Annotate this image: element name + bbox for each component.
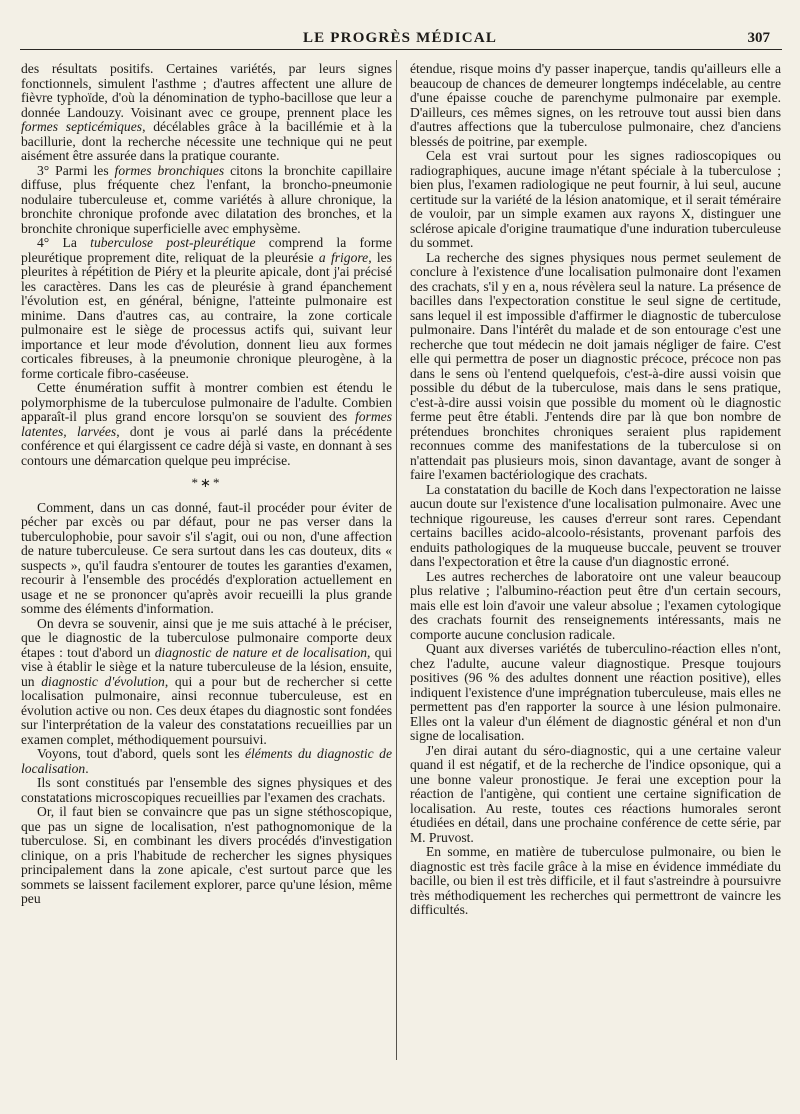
- running-title: LE PROGRÈS MÉDICAL: [302, 30, 498, 46]
- paragraph: Cela est vrai surtout pour les signes radioscopiques ou radiographiques, aucune image n'étant spéciale à la tuberculose ; bien plus, l'examen radiologique ne peut fournir, à lui seul, aucune certitude sur la variété de la lésion anatomique, et il serait téméraire de vouloir, par un simple examen aux rayons X, distinguer une sclérose apicale d'origine traumatique d'une induration tuberculeuse du sommet.: [410, 148, 781, 250]
- paragraph: Or, il faut bien se convaincre que pas un signe stéthoscopique, que pas un signe de localisation, n'est pathognomonique de la tuberculose. Si, en combinant les divers procédés d'investigation clinique, on a pris l'habitude de rechercher les signes physiques principalement dans la zone apicale, c'est surtout parce que les sommets se laissent facilement explorer, parce qu'une lésion, même peu: [21, 804, 392, 906]
- paragraph: 3° Parmi les formes bronchiques citons la bronchite capillaire diffuse, plus fréquente chez l'enfant, la broncho-pneumonie nodulaire tuberculeuse et, comme variétés à allure chronique, la bronchite chronique profonde avec dilatation des bronches, et la bronchite chronique superficielle avec emphysème.: [21, 162, 393, 236]
- paragraph: La recherche des signes physiques nous permet seulement de conclure à l'existence d'une localisation pulmonaire dont l'examen des crachats, s'il y en a, nous révèlera seul la nature. La présence de bacilles dans l'expectoration constitue le seul signe de certitude, sans lequel il est impossible d'affirmer le diagnostic de tuberculose pulmonaire. Dans l'intérêt du malade et de son entourage c'est une recherche que tout médecin ne doit jamais négliger de faire. C'est elle qui permettra de poser un diagnostic précoce, précoce non pas dans le sens où l'entend quelquefois, c'est-à-dire aussi voisin que possible du début de la tuberculose, mais dans le sens pratique, c'est-à-dire aussi voisin que possible du moment où le diagnostic ferme peut être établi. J'entends dire par là que bon nombre de prétendues bronchites chroniques seraient plus rapidement reconnues comme des manifestations de la tuberculose si on n'attendait pas plusieurs mois, sinon davantage, avant de songer à faire l'examen bactériologique des crachats.: [410, 249, 781, 482]
- paragraph: Comment, dans un cas donné, faut-il procéder pour éviter de pécher par excès ou par défaut, pour ne pas verser dans la tuberculophobie, pour savoir s'il s'agit, oui ou non, d'une affection de nature tuberculeuse. Ce sera surtout dans les cas douteux, dits « suspects », qu'il faudra s'entourer de toutes les garanties d'examen, recourir à l'ensemble des procédés d'exploration actuellement en usage et ne se prononcer qu'après avoir recueilli la plus grande somme des éléments d'information.: [21, 499, 392, 616]
- page-number: 307: [747, 30, 770, 46]
- right-column: [410, 62, 781, 918]
- paragraph: des résultats positifs. Certaines variétés, par leurs signes fonctionnels, simulent l'asthme ; d'autres affectent une allure de fièvre typhoïde, d'où la dénomination de typho-bacillose que leur a donnée Landouzy. Voisinant avec ce groupe, prennent place les formes septicémiques, décélables grâce à la bacillémie et à la bacillurie, dont la recherche nécessite une technique qui ne peut aisément être assurée dans la pratique courante.: [21, 61, 392, 163]
- page-header: [20, 18, 780, 50]
- section-asterism: *∗*: [191, 475, 222, 490]
- paragraph: Quant aux diverses variétés de tuberculino-réaction elles n'ont, chez l'adulte, aucune valeur diagnostique. Presque toujours positives (96 % des adultes donnent une réaction positive), elles indiquent l'existence d'une imprégnation tuberculeuse, mais elles ne permettent pas d'en rapporter la source à une lésion pulmonaire. Elles ont la valeur d'un élément de diagnostic général et non d'un signe de localisation.: [410, 641, 781, 743]
- paragraph: J'en dirai autant du séro-diagnostic, qui a une certaine valeur quand il est négatif, et de la recherche de l'indice opsonique, qui a une bonne valeur pronostique. Je ferai une exception pour la réaction de l'antigène, qui contient une certaine signification de localisation. Au reste, toutes ces réactions humorales seront étudiées en détail, dans une prochaine conférence de cette série, par M. Pruvost.: [410, 742, 781, 845]
- paragraph: Les autres recherches de laboratoire ont une valeur beaucoup plus relative ; l'albumino-réaction peut être d'un certain secours, mais elle est loin d'avoir une valeur absolue ; l'examen cytologique des crachats fournit des renseignements intéressants, mais ne comporte aucune conclusion radicale.: [410, 568, 781, 642]
- paragraph: Voyons, tout d'abord, quels sont les éléments du diagnostic de localisation.: [21, 746, 392, 776]
- paragraph: En somme, en matière de tuberculose pulmonaire, ou bien le diagnostic est très facile grâce à la mise en évidence immédiate du bacille, ou bien il est très difficile, et il faut s'astreindre à poursuivre très méthodiquement les recherches qui permettront de vaincre les difficultés.: [410, 844, 781, 917]
- paragraph: On devra se souvenir, ainsi que je me suis attaché à le préciser, que le diagnostic de la tuberculose pulmonaire comporte deux étapes : tout d'abord un diagnostic de nature et de localisation, qui vise à établir le siège et la nature tuberculeuse de la lésion, ensuite, un diagnostic d'évolution, qui a pour but de rechercher si cette localisation pulmonaire, ainsi reconnue tuberculeuse, est en évolution active ou non. Ces deux étapes du diagnostic sont fondées sur l'interprétation de la valeur des constatations recueillies par un examen complet, méthodiquement poursuivi.: [21, 615, 393, 747]
- paragraph: Cette énumération suffit à montrer combien est étendu le polymorphisme de la tuberculose pulmonaire de l'adulte. Combien apparaît-il plus grand encore lorsqu'on se souvient des formes latentes, larvées, dont je vous ai parlé dans la précédente conférence et qui élargissent ce cadre déjà si vaste, en donnant à ses contours une démarcation quelque peu imprécise.: [21, 380, 393, 468]
- paragraph: 4° La tuberculose post-pleurétique comprend la forme pleurétique proprement dite, reliquat de la pleurésie a frigore, les pleurites à répétition de Piéry et la pleurite apicale, dont j'ai précisé les caractères. Dans les cas de pleurésie à grand épanchement l'évolution est, en général, bénigne, l'atteinte pulmonaire est minime. Dans d'autres cas, au contraire, la zone corticale pulmonaire est le siège de processus actifs qui, suivant leur importance et leur mode d'évolution, donnent lieu aux formes corticales fibreuses, à la pneumonie chronique pleurogène, à la forme corticale fibro-caséeuse.: [21, 235, 393, 381]
- header-rule: [20, 49, 782, 50]
- paragraph: La constatation du bacille de Koch dans l'expectoration ne laisse aucun doute sur l'existence d'une localisation pulmonaire. Avec une technique rigoureuse, les causes d'erreur sont rares. Cependant certains bacilles acido-alcoolo-résistants, provenant parfois des enduits pathologiques de la muqueuse buccale, peuvent se trouver dans l'expectoration et être la cause d'un diagnostic erroné.: [410, 481, 781, 569]
- paragraph: étendue, risque moins d'y passer inaperçue, tandis qu'ailleurs elle a beaucoup de chances de demeurer longtemps indécelable, au centre d'une épaisse couche de parenchyme pulmonaire par exemple. D'ailleurs, ces mêmes signes, on les retrouve tout aussi bien dans d'autres affections que la tuberculose pulmonaire, chez d'anciens blessés de poitrine, par exemple.: [410, 61, 781, 149]
- left-column: [21, 62, 392, 907]
- column-divider: [396, 60, 397, 1060]
- paragraph: Ils sont constitués par l'ensemble des signes physiques et des constatations microscopiques recueillies par l'examen des crachats.: [21, 775, 392, 805]
